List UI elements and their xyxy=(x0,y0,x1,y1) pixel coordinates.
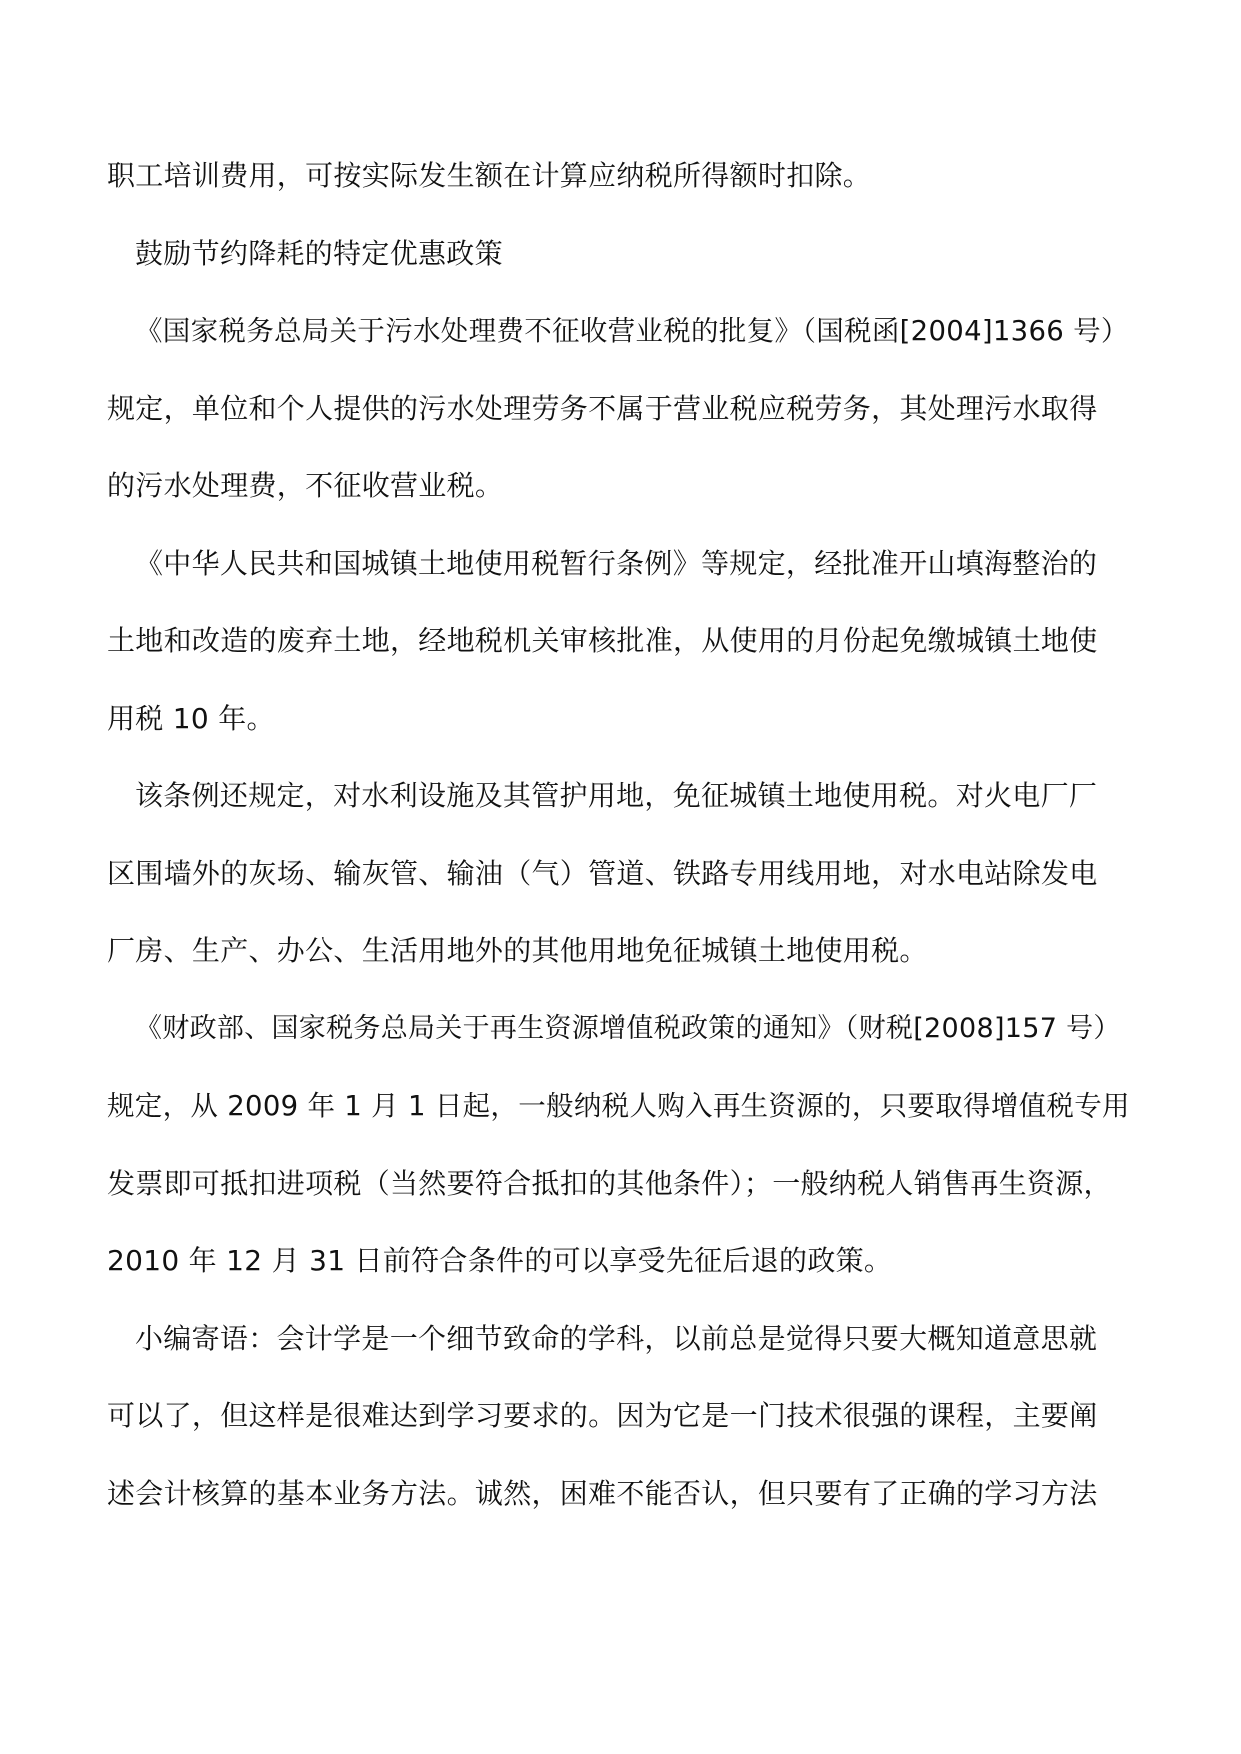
text-line: 可以了，但这样是很难达到学习要求的。因为它是一门技术很强的课程，主要阐 xyxy=(107,1399,1098,1432)
text-line: 规定，从 2009 年 1 月 1 日起，一般纳税人购入再生资源的，只要取得增值税专用 xyxy=(107,1090,1130,1122)
text-line: 的污水处理费，不征收营业税。 xyxy=(107,469,504,502)
document-body xyxy=(107,160,1137,1555)
text-line: 土地和改造的废弃土地，经地税机关审核批准，从使用的月份起免缴城镇土地使 xyxy=(107,624,1098,657)
text-line: 《中华人民共和国城镇土地使用税暂行条例》等规定，经批准开山填海整治的 xyxy=(135,546,1098,580)
section-heading: 鼓励节约降耗的特定优惠政策 xyxy=(135,236,503,270)
text-line: 职工培训费用，可按实际发生额在计算应纳税所得额时扣除。 xyxy=(107,159,872,192)
text-line: 述会计核算的基本业务方法。诚然，困难不能否认，但只要有了正确的学习方法 xyxy=(107,1476,1098,1510)
text-line: 小编寄语：会计学是一个细节致命的学科，以前总是觉得只要大概知道意思就 xyxy=(135,1321,1098,1355)
text-line: 《财政部、国家税务总局关于再生资源增值税政策的通知》（财税[2008]157 号） xyxy=(135,1012,1121,1044)
text-line: 区围墙外的灰场、输灰管、输油（气）管道、铁路专用线用地，对水电站除发电 xyxy=(107,856,1098,890)
text-line: 《国家税务总局关于污水处理费不征收营业税的批复》（国税函[2004]1366 号） xyxy=(135,315,1129,347)
text-line: 该条例还规定，对水利设施及其管护用地，免征城镇土地使用税。对火电厂厂 xyxy=(135,779,1098,812)
text-line: 厂房、生产、办公、生活用地外的其他用地免征城镇土地使用税。 xyxy=(107,934,928,967)
text-line: 用税 10 年。 xyxy=(107,701,275,735)
text-line: 发票即可抵扣进项税（当然要符合抵扣的其他条件）；一般纳税人销售再生资源， xyxy=(107,1166,1112,1200)
text-line: 规定，单位和个人提供的污水处理劳务不属于营业税应税劳务，其处理污水取得 xyxy=(107,391,1098,425)
text-line: 2010 年 12 月 31 日前符合条件的可以享受先征后退的政策。 xyxy=(107,1244,893,1277)
